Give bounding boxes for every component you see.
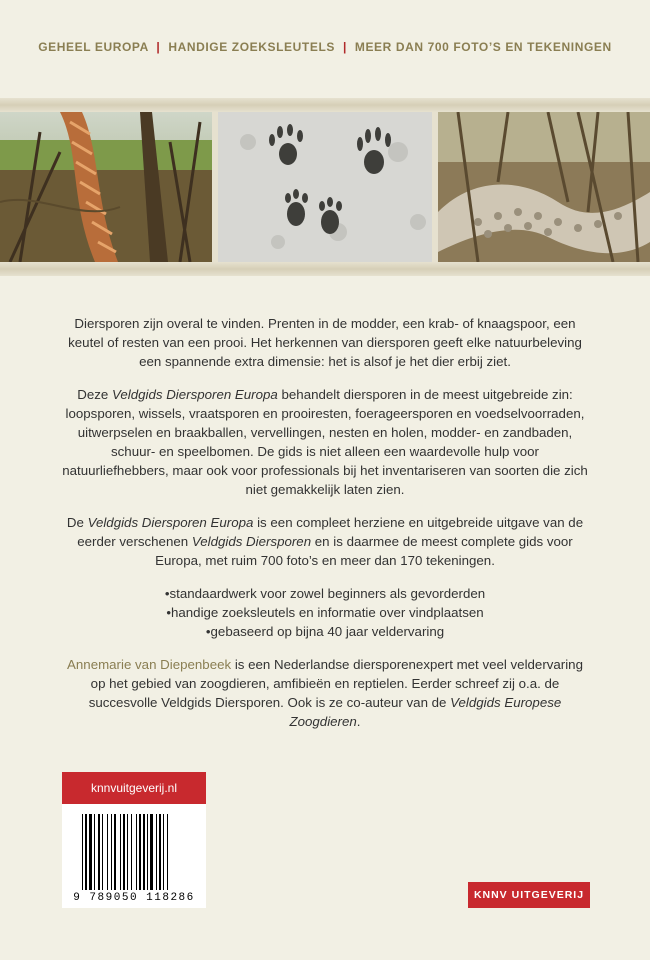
list-item: • standaardwerk voor zowel beginners als gevorderden xyxy=(60,584,590,603)
barcode-bar xyxy=(163,814,164,890)
barcode-bar xyxy=(94,814,95,890)
edition-prefix: De xyxy=(66,515,88,530)
publisher-label: KNNV UITGEVERIJ xyxy=(468,882,590,908)
rope-and-branches-photo xyxy=(0,112,212,262)
edition-suffix: en is daarmee de meest complete gids voor Europa, met ruim 700 foto’s en meer dan 170 tekeningen. xyxy=(155,534,573,568)
barcode-bar xyxy=(147,814,148,890)
barcode-bar xyxy=(111,814,112,890)
isbn-barcode xyxy=(62,804,206,908)
barcode-bar xyxy=(159,814,161,890)
barcode-bar xyxy=(167,814,168,890)
list-item: • handige zoeksleutels en informatie over vindplaatsen xyxy=(60,603,590,622)
back-cover-blurb xyxy=(60,314,590,745)
author-end: . xyxy=(356,714,361,729)
author-paragraph xyxy=(60,655,590,731)
tagline-photos: MEER DAN 700 FOTO’S EN TEKENINGEN xyxy=(354,40,612,54)
barcode-bar xyxy=(98,814,100,890)
edition-paragraph xyxy=(60,513,590,570)
barcode-bar xyxy=(102,814,103,890)
barcode-bar xyxy=(123,814,125,890)
feature-list xyxy=(60,584,590,641)
tagline-europe: GEHEEL EUROPA xyxy=(38,40,149,54)
author-name: Annemarie van Diepenbeek xyxy=(67,657,232,672)
coauthored-book-title: Veldgids Europese Zoogdieren xyxy=(289,695,562,729)
barcode-bar xyxy=(82,814,83,890)
edition-middle: is een compleet herziene en uitgebreide uitgave van de eerder verschenen xyxy=(77,515,584,549)
pawprints-in-snow-photo xyxy=(218,112,432,262)
about-prefix: Deze xyxy=(77,387,112,402)
barcode-bar xyxy=(136,814,137,890)
barcode-bar xyxy=(139,814,141,890)
previous-book-title: Veldgids Diersporen xyxy=(191,534,312,549)
intro-paragraph: Diersporen zijn overal te vinden. Prenten in de modder, een krab- of knaagspoor, een keutel of resten van een prooi. Het herkennen van diersporen geeft elke natuurbeleving een spannende extra dimensie: het is alsof je het dier erbij ziet. xyxy=(68,316,582,369)
list-item: • gebaseerd op bijna 40 jaar veldervaring xyxy=(60,622,590,641)
barcode-bar xyxy=(127,814,128,890)
tagline-keys: HANDIGE ZOEKSLEUTELS xyxy=(168,40,335,54)
barcode-bar xyxy=(114,814,116,890)
barcode-bar xyxy=(89,814,92,890)
decorative-band-top xyxy=(0,98,650,112)
barcode-bar xyxy=(85,814,87,890)
barcode-bar xyxy=(107,814,108,890)
book-title: Veldgids Diersporen Europa xyxy=(111,387,278,402)
photo-strip xyxy=(0,112,650,262)
barcode-bar xyxy=(120,814,121,890)
barcode-bars xyxy=(82,814,186,890)
tagline-separator: | xyxy=(156,40,161,54)
snakeskin-in-reeds-photo xyxy=(438,112,650,262)
book-title: Veldgids Diersporen Europa xyxy=(87,515,254,530)
tagline-separator: | xyxy=(342,40,347,54)
barcode-bar xyxy=(156,814,157,890)
about-paragraph xyxy=(60,385,590,499)
author-bio: is een Nederlandse diersporenexpert met veel veldervaring op het gebied van zoogdieren, amfibieën en reptielen. Eerder schreef zij o.a. de succesvolle Veldgids Diersporen. Ook is ze co-auteur van de xyxy=(88,657,583,710)
about-text: behandelt diersporen in de meest uitgebreide zin: loopsporen, wissels, vraatsporen en prooiresten, foerageersporen en voedselvoorraden, uitwerpselen en braakballen, vervellingen, nesten en holen, modder- en zandbaden, schuur- en speelbomen. De gids is niet alleen een waardevolle hulp voor natuurliefhebbers, maar ook voor professionals bij het inventariseren van soorten die zich niet gemakkelijk laten zien. xyxy=(62,387,588,497)
barcode-bar xyxy=(150,814,153,890)
barcode-bar xyxy=(131,814,132,890)
cover-tagline xyxy=(0,40,650,54)
website-label: knnvuitgeverij.nl xyxy=(62,772,206,804)
isbn-number: 9 789050 118286 xyxy=(73,892,195,904)
barcode-bar xyxy=(143,814,145,890)
decorative-band-bottom xyxy=(0,262,650,276)
